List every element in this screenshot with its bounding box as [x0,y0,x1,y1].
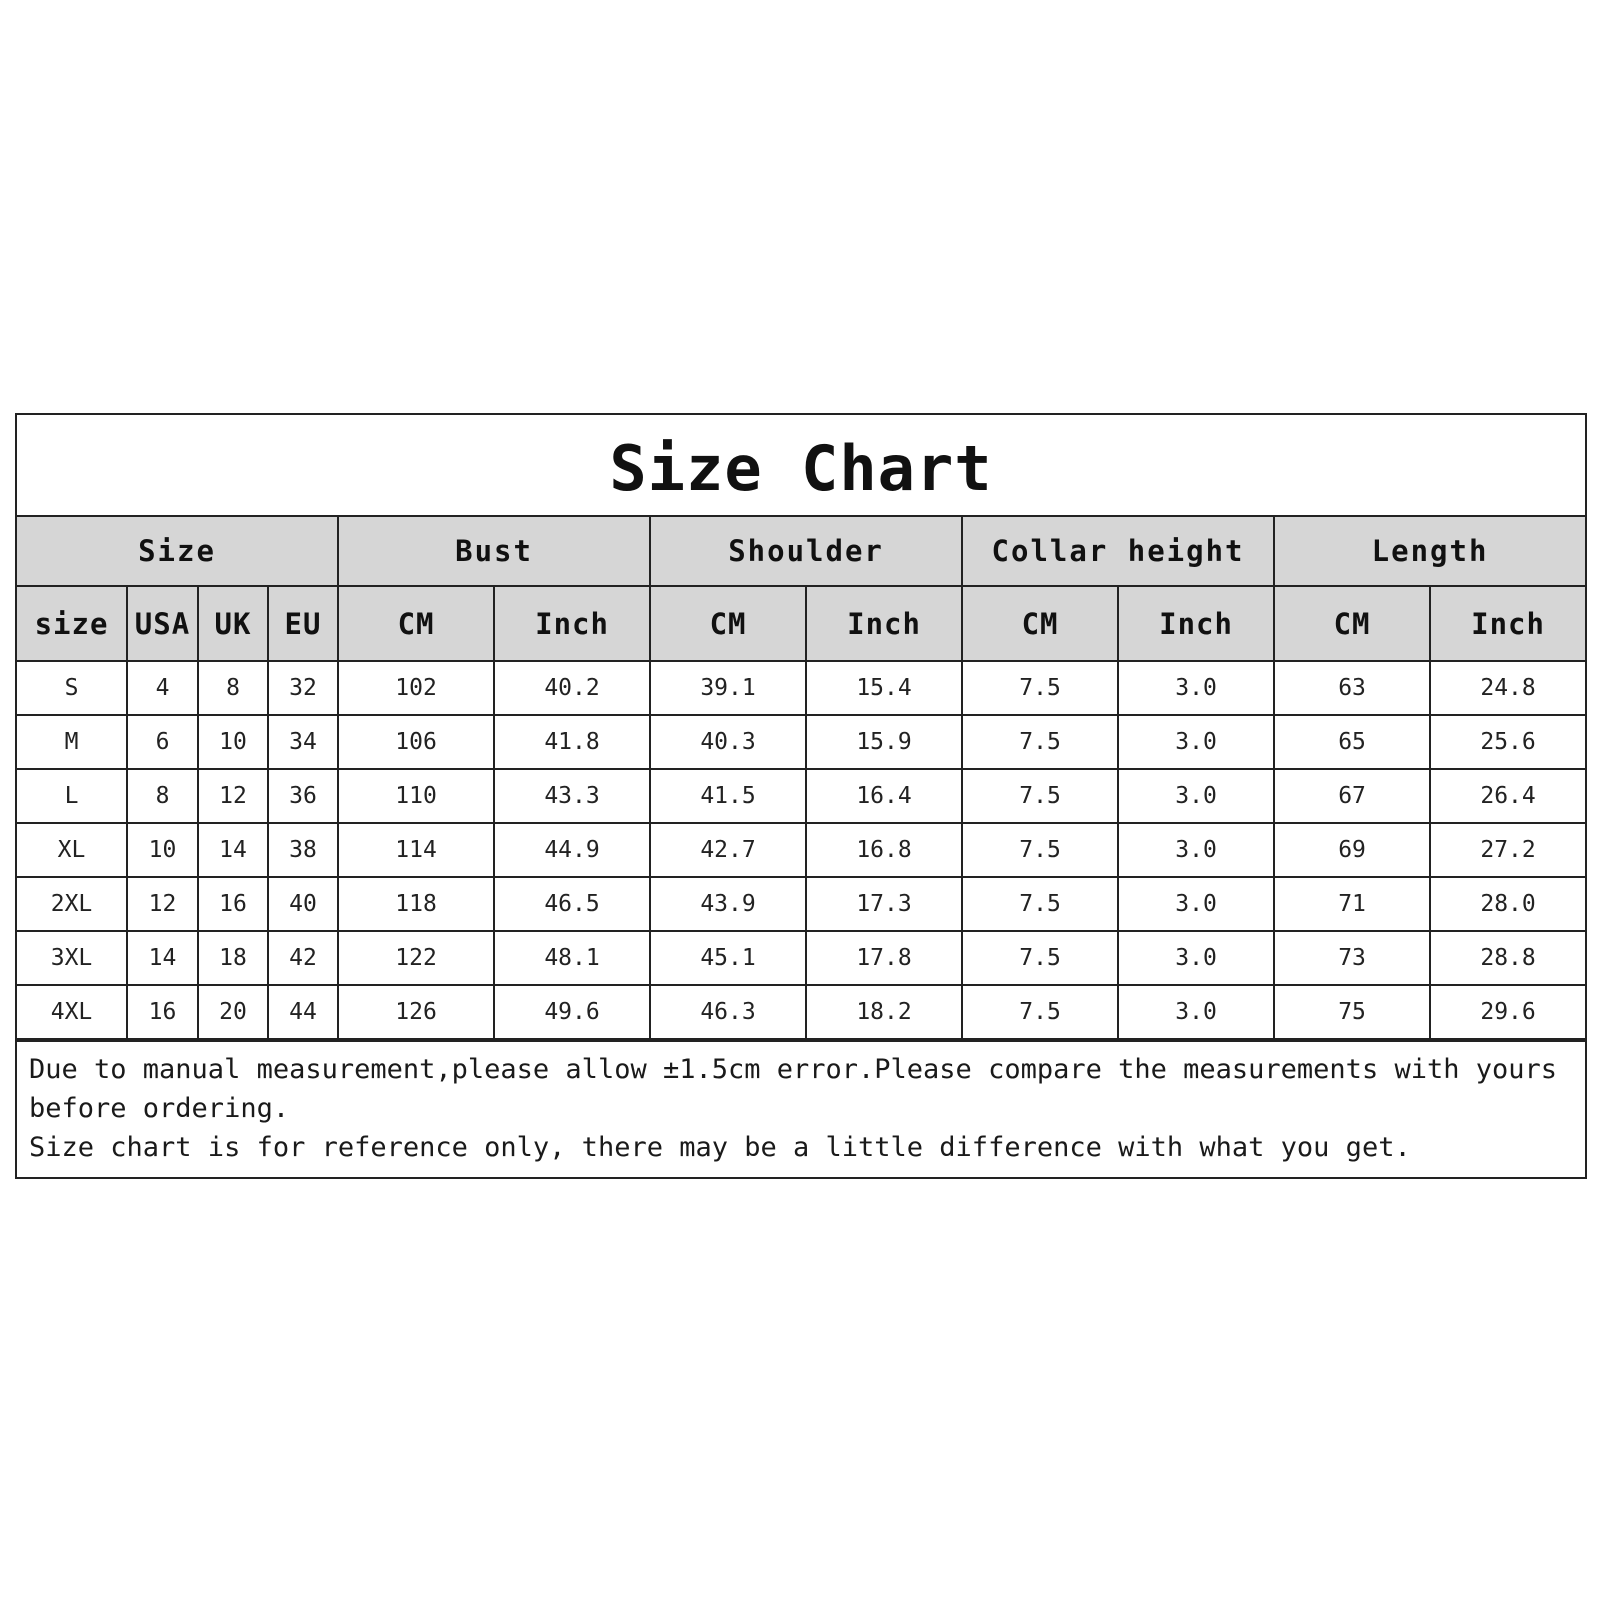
cell-length-inch: 27.2 [1430,823,1585,877]
cell-usa: 12 [127,877,198,931]
cell-collar-cm: 7.5 [962,715,1118,769]
cell-collar-inch: 3.0 [1118,877,1274,931]
table-row [17,931,1585,985]
cell-uk: 14 [198,823,268,877]
cell-bust-cm: 114 [338,823,494,877]
group-header-size: Size [17,517,338,586]
cell-uk: 12 [198,769,268,823]
cell-bust-cm: 110 [338,769,494,823]
cell-eu: 42 [268,931,338,985]
cell-shoulder-cm: 41.5 [650,769,806,823]
cell-uk: 10 [198,715,268,769]
cell-eu: 38 [268,823,338,877]
cell-usa: 4 [127,661,198,715]
sub-header-shoulder-inch: Inch [806,586,962,661]
cell-shoulder-inch: 17.3 [806,877,962,931]
sub-header-shoulder-cm: CM [650,586,806,661]
cell-eu: 40 [268,877,338,931]
cell-bust-cm: 102 [338,661,494,715]
cell-length-cm: 67 [1274,769,1430,823]
cell-size: 2XL [17,877,127,931]
cell-uk: 16 [198,877,268,931]
cell-bust-inch: 43.3 [494,769,650,823]
cell-size: XL [17,823,127,877]
cell-length-inch: 29.6 [1430,985,1585,1039]
cell-usa: 16 [127,985,198,1039]
sub-header-uk: UK [198,586,268,661]
cell-length-inch: 24.8 [1430,661,1585,715]
group-header-shoulder: Shoulder [650,517,962,586]
cell-size: 3XL [17,931,127,985]
cell-shoulder-cm: 43.9 [650,877,806,931]
cell-size: M [17,715,127,769]
cell-shoulder-inch: 18.2 [806,985,962,1039]
cell-shoulder-cm: 45.1 [650,931,806,985]
cell-length-cm: 71 [1274,877,1430,931]
cell-collar-cm: 7.5 [962,931,1118,985]
sub-header-length-inch: Inch [1430,586,1585,661]
cell-usa: 6 [127,715,198,769]
table-row [17,823,1585,877]
cell-collar-inch: 3.0 [1118,769,1274,823]
cell-uk: 18 [198,931,268,985]
cell-size: S [17,661,127,715]
table-row [17,661,1585,715]
note-line-2: Size chart is for reference only, there may be a little difference with what you get. [29,1132,1411,1163]
note-line-1: Due to manual measurement,please allow ±1.5cm error.Please compare the measurements with yours before ordering. [29,1054,1558,1124]
table-body [17,661,1585,1039]
cell-shoulder-inch: 15.9 [806,715,962,769]
cell-bust-cm: 118 [338,877,494,931]
chart-title: Size Chart [609,431,993,505]
cell-length-inch: 28.0 [1430,877,1585,931]
cell-length-cm: 75 [1274,985,1430,1039]
cell-bust-cm: 126 [338,985,494,1039]
cell-shoulder-cm: 39.1 [650,661,806,715]
sub-header-bust-inch: Inch [494,586,650,661]
sub-header-collar-inch: Inch [1118,586,1274,661]
table-row [17,715,1585,769]
group-header-bust: Bust [338,517,650,586]
cell-bust-inch: 49.6 [494,985,650,1039]
cell-bust-inch: 41.8 [494,715,650,769]
sub-header-row [17,586,1585,661]
cell-size: 4XL [17,985,127,1039]
cell-bust-cm: 106 [338,715,494,769]
cell-eu: 44 [268,985,338,1039]
cell-usa: 14 [127,931,198,985]
cell-usa: 8 [127,769,198,823]
cell-shoulder-inch: 16.8 [806,823,962,877]
cell-bust-inch: 40.2 [494,661,650,715]
cell-shoulder-cm: 40.3 [650,715,806,769]
cell-length-cm: 65 [1274,715,1430,769]
cell-collar-inch: 3.0 [1118,931,1274,985]
cell-usa: 10 [127,823,198,877]
cell-eu: 34 [268,715,338,769]
cell-bust-inch: 44.9 [494,823,650,877]
cell-collar-cm: 7.5 [962,823,1118,877]
cell-collar-cm: 7.5 [962,661,1118,715]
sub-header-length-cm: CM [1274,586,1430,661]
cell-length-cm: 69 [1274,823,1430,877]
cell-collar-inch: 3.0 [1118,715,1274,769]
cell-length-inch: 25.6 [1430,715,1585,769]
title-row [17,415,1585,517]
group-header-collar-height: Collar height [962,517,1274,586]
cell-shoulder-inch: 15.4 [806,661,962,715]
sub-header-eu: EU [268,586,338,661]
size-chart [15,413,1587,1179]
cell-collar-inch: 3.0 [1118,985,1274,1039]
sub-header-bust-cm: CM [338,586,494,661]
sub-header-usa: USA [127,586,198,661]
table-row [17,769,1585,823]
cell-uk: 20 [198,985,268,1039]
cell-bust-inch: 46.5 [494,877,650,931]
table-row [17,985,1585,1039]
cell-bust-inch: 48.1 [494,931,650,985]
cell-collar-cm: 7.5 [962,985,1118,1039]
cell-shoulder-inch: 16.4 [806,769,962,823]
cell-length-cm: 63 [1274,661,1430,715]
cell-collar-cm: 7.5 [962,769,1118,823]
cell-shoulder-cm: 42.7 [650,823,806,877]
cell-bust-cm: 122 [338,931,494,985]
cell-collar-inch: 3.0 [1118,823,1274,877]
cell-shoulder-inch: 17.8 [806,931,962,985]
group-header-row [17,517,1585,586]
sub-header-collar-cm: CM [962,586,1118,661]
cell-eu: 32 [268,661,338,715]
group-header-length: Length [1274,517,1585,586]
cell-size: L [17,769,127,823]
cell-collar-cm: 7.5 [962,877,1118,931]
cell-length-cm: 73 [1274,931,1430,985]
cell-length-inch: 26.4 [1430,769,1585,823]
sub-header-size: size [17,586,127,661]
notes [17,1040,1585,1177]
table-row [17,877,1585,931]
cell-collar-inch: 3.0 [1118,661,1274,715]
cell-length-inch: 28.8 [1430,931,1585,985]
cell-uk: 8 [198,661,268,715]
cell-eu: 36 [268,769,338,823]
size-table [17,517,1585,1040]
cell-shoulder-cm: 46.3 [650,985,806,1039]
